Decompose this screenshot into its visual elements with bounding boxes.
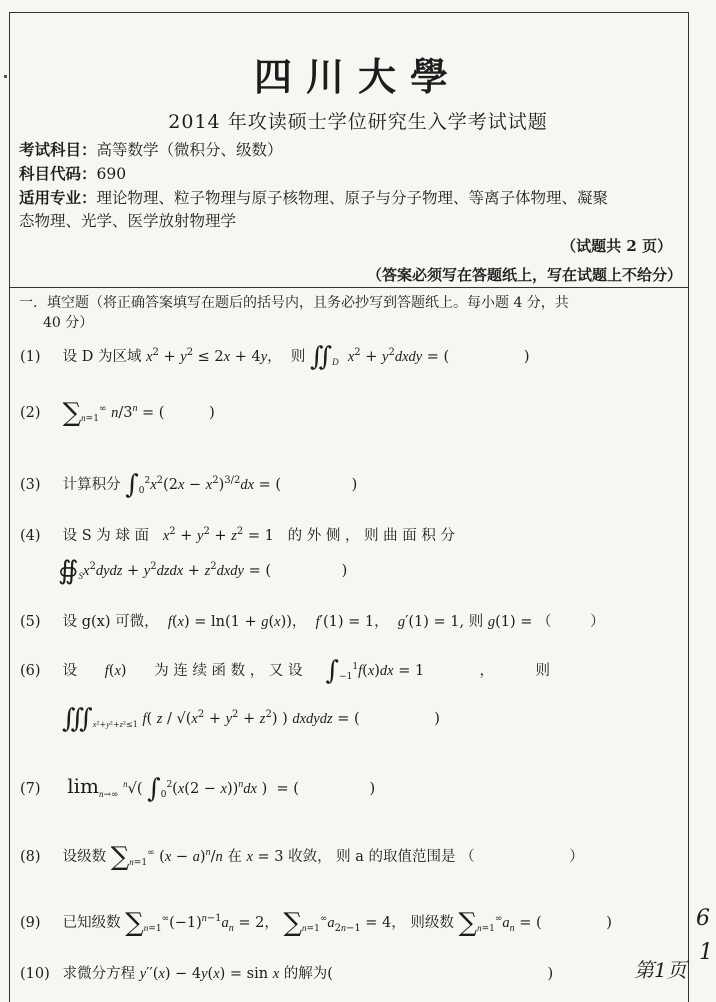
handwritten-side-mark-1: 6 [696,906,710,931]
header-divider [9,287,689,288]
section-line-2: 40 分） [43,315,94,331]
question-6-integral: $∭_{x^2+y^2+z^2\le 1}$ f( $z / √(x^2 + y^2 + z^2)$ ) dxdydz = ( ) [62,704,440,734]
question-text-3: 收敛， 则 a 的取值范围是 （ [288,849,475,865]
question-9: (9) 已知级数 $\sum_{n=1}^\infty(-1)^{n-1}a_n = 2$， $\sum_{n=1}^\infty a_{2n-1} = 4$， 则级数 $\sum_{n=1}^\infty a_n$ = ( ) [20,908,612,938]
question-text: 设级数 [62,849,107,865]
formula: $\int_0^2x^2(2x - x^2)^{3/2}dx$ = ( [125,470,282,500]
subject-line [19,138,283,160]
question-6: (6) 设 f(x) 为 连 续 函 数 ， 又 设 $\int_{-1}^1f(x)dx = 1$ ， 则 [20,656,550,686]
question-number: (7) [20,781,41,797]
formula: $∭_{x^2+y^2+z^2\le 1}$ f( $z / √(x^2 + y^2 + z^2)$ ) dxdydz = ( [62,704,360,734]
formula: $\sum_{n=1}^\infty$ $n/3^n$ = ( [62,398,165,428]
section-line-1: 一．填空题（将正确答案填写在题后的括号内，且务必抄写到答题纸上。每小题 4 分，共 [19,295,569,311]
question-number: (8) [20,849,41,865]
question-text: 已知级数 [62,915,121,931]
majors-value-1: 理论物理、粒子物理与原子核物理、原子与分子物理、等离子体物理、凝聚 [96,189,609,207]
majors-label: 适用专业： [19,188,97,207]
majors-line [19,186,608,208]
subject-label: 考试科目： [19,140,97,159]
handwritten-side-mark-2: 1 [699,940,713,965]
question-number: (2) [20,405,41,421]
question-text: 设 S 为 球 面 [62,528,149,544]
majors-value-2: 态物理、光学、医学放射物理学 [19,212,237,230]
formula: f(x) [104,663,127,679]
formula: x = 3 [246,849,284,865]
code-value: 690 [96,165,127,183]
code-label: 科目代码： [19,164,97,183]
question-4 [20,524,455,545]
question-number: (10) [20,966,50,982]
section-heading [19,293,619,333]
question-text-3: 则 [535,663,550,679]
formula: f(x) = ln(1 + g(x))， f′(1) = 1， g′(1) = 1, 则 g(1) = （ [167,614,552,630]
question-text-2: 的 外 侧 ， 则 曲 面 积 分 [287,528,456,544]
question-text: 计算积分 [62,477,121,493]
answer-note: （答案必须写在答题纸上，写在试题上不给分） [366,266,682,284]
formula: y′′(x) − 4y(x) = sin x 的解为( [139,966,333,982]
question-text-2: 为 连 续 函 数 ， 又 设 [154,663,303,679]
question-5: (5) 设 g(x) 可微， f(x) = ln(1 + g(x))， f′(1) = 1， g′(1) = 1, 则 g(1) = （ ） [20,614,605,630]
handwritten-page-mark: 第1页 [634,958,687,982]
formula: $∯_Sx^2dydz$ + $y^2dzdx$ + $z^2dxdy$ = ( [58,556,272,586]
formula: $\sum_{n=1}^\infty(-1)^{n-1}a_n = 2$， $\sum_{n=1}^\infty a_{2n-1} = 4$， [125,908,406,938]
question-text: 求微分方程 [62,966,136,982]
question-number: (6) [20,663,41,679]
question-4-integral: $∯_Sx^2dydz$ + $y^2dzdx$ + $z^2dxdy$ = ( ) [58,556,348,586]
question-text-2: 则级数 [410,915,454,931]
question-number: (1) [20,349,41,365]
question-number: (3) [20,477,41,493]
question-text: 设 g(x) 可微， [62,614,159,630]
question-number: (9) [20,915,41,931]
question-text-2: 在 [227,849,242,865]
formula: $\sum_{n=1}^\infty a_n$ = ( [458,908,542,938]
formula: $x^2 + y^2 + z^2 = 1$ [162,526,274,544]
question-7: (7) $\lim_{n\to\infty} ^n√$( $\int_0^2(x(2 - x))^ndx$ ) = ( ) [20,774,376,804]
question-1: (1) 设 D 为区域 $x^2 + y^2 \le 2x + 4y$， 则 $∬_D$ $x^2$ + $y^2dxdy$ = ( ) [20,342,530,372]
exam-title: 2014 年攻读硕士学位研究生入学考试试题 [168,111,548,133]
formula: $x^2 + y^2 \le 2x + 4y$， 则 $∬_D$ $x^2$ + $y^2dxdy$ = ( [146,342,450,372]
question-3: (3) 计算积分 $\int_0^2x^2(2x - x^2)^{3/2}dx$ = ( ) [20,470,358,500]
majors-line-2 [19,209,236,231]
question-number: (4) [20,528,41,544]
question-number: (5) [20,614,41,630]
question-2: (2) $\sum_{n=1}^\infty$ $n/3^n$ = ( ) [20,398,215,428]
question-text: 设 D 为区域 [62,349,142,365]
pages-note: （试题共 2 页） [561,237,672,255]
question-10: (10) 求微分方程 y′′(x) − 4y(x) = sin x 的解为( ) [20,966,554,982]
question-8: (8) 设级数 $\sum_{n=1}^\infty$ $(x - a)^n/n$ 在 x = 3 收敛， 则 a 的取值范围是 （ ） [20,842,584,872]
formula: $\lim_{n\to\infty} ^n√$( $\int_0^2(x(2 - x))^ndx$ ) = ( [67,774,299,804]
code-line [19,162,126,184]
question-text: 设 [62,663,78,679]
formula: $\sum_{n=1}^\infty$ $(x - a)^n/n$ [110,842,223,872]
subject-value: 高等数学（微积分、级数） [96,141,283,159]
formula: $\int_{-1}^1f(x)dx = 1$ [325,656,425,686]
university-logo: 四川大學 [253,54,462,99]
